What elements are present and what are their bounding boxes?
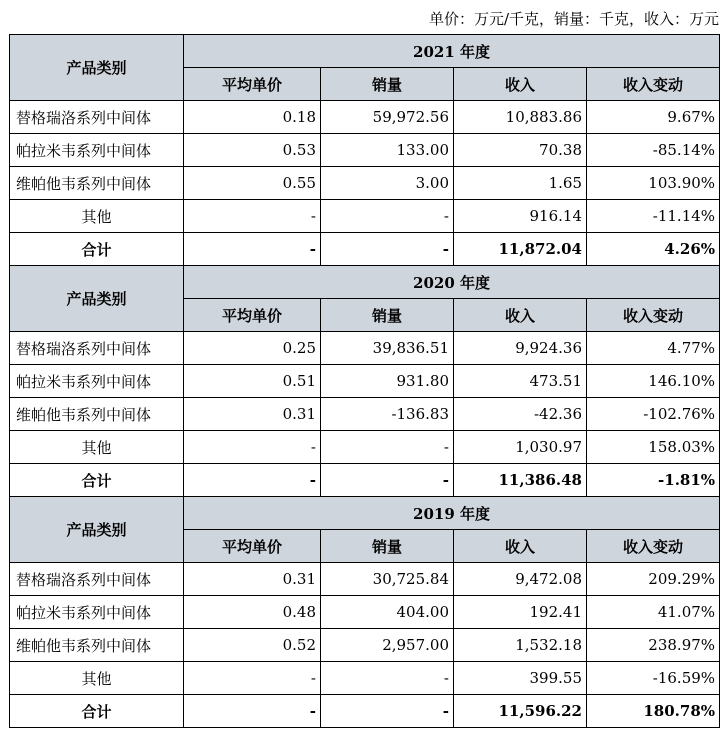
category-header: 产品类别 xyxy=(10,35,184,101)
total-price-cell: - xyxy=(184,695,321,728)
revenue-cell: 1,532.18 xyxy=(454,629,587,662)
section-year-header-row xyxy=(10,35,720,68)
revenue-cell: 9,924.36 xyxy=(454,332,587,365)
total-label-cell: 合计 xyxy=(10,464,184,497)
table-row xyxy=(10,200,720,233)
revenue-change-cell: 238.97% xyxy=(587,629,720,662)
total-change-cell: 4.26% xyxy=(587,233,720,266)
product-name-cell: 帕拉米韦系列中间体 xyxy=(10,365,184,398)
table-row xyxy=(10,629,720,662)
total-change-cell: -1.81% xyxy=(587,464,720,497)
category-header: 产品类别 xyxy=(10,266,184,332)
volume-cell: 404.00 xyxy=(321,596,454,629)
revenue-change-cell: -102.76% xyxy=(587,398,720,431)
unit-note: 单价：万元/千克，销量：千克，收入：万元 xyxy=(428,10,719,28)
product-revenue-table xyxy=(9,34,720,728)
volume-cell: 30,725.84 xyxy=(321,563,454,596)
revenue-cell: -42.36 xyxy=(454,398,587,431)
product-name-cell: 替格瑞洛系列中间体 xyxy=(10,563,184,596)
product-name-cell: 替格瑞洛系列中间体 xyxy=(10,332,184,365)
revenue-change-header: 收入变动 xyxy=(587,299,720,332)
table-row xyxy=(10,563,720,596)
volume-cell: 133.00 xyxy=(321,134,454,167)
product-name-cell: 帕拉米韦系列中间体 xyxy=(10,596,184,629)
year-label: 2021 年度 xyxy=(184,35,720,68)
total-volume-cell: - xyxy=(321,233,454,266)
avg-price-cell: - xyxy=(184,662,321,695)
total-label-cell: 合计 xyxy=(10,233,184,266)
avg-price-cell: 0.48 xyxy=(184,596,321,629)
avg-price-cell: 0.31 xyxy=(184,398,321,431)
avg-price-cell: 0.18 xyxy=(184,101,321,134)
total-volume-cell: - xyxy=(321,464,454,497)
product-name-cell: 维帕他韦系列中间体 xyxy=(10,167,184,200)
revenue-change-header: 收入变动 xyxy=(587,68,720,101)
revenue-change-cell: 209.29% xyxy=(587,563,720,596)
revenue-change-header: 收入变动 xyxy=(587,530,720,563)
total-row xyxy=(10,233,720,266)
volume-cell: 39,836.51 xyxy=(321,332,454,365)
volume-cell: 931.80 xyxy=(321,365,454,398)
product-name-cell: 其他 xyxy=(10,431,184,464)
table-row xyxy=(10,365,720,398)
total-label-cell: 合计 xyxy=(10,695,184,728)
revenue-change-cell: 146.10% xyxy=(587,365,720,398)
revenue-change-cell: 158.03% xyxy=(587,431,720,464)
avg-price-cell: 0.51 xyxy=(184,365,321,398)
revenue-cell: 1.65 xyxy=(454,167,587,200)
revenue-change-cell: 4.77% xyxy=(587,332,720,365)
total-revenue-cell: 11,386.48 xyxy=(454,464,587,497)
volume-cell: - xyxy=(321,200,454,233)
revenue-change-cell: -11.14% xyxy=(587,200,720,233)
volume-cell: - xyxy=(321,431,454,464)
table-row xyxy=(10,398,720,431)
total-revenue-cell: 11,872.04 xyxy=(454,233,587,266)
volume-cell: -136.83 xyxy=(321,398,454,431)
revenue-header: 收入 xyxy=(454,68,587,101)
year-label: 2020 年度 xyxy=(184,266,720,299)
table-body xyxy=(10,35,720,728)
table-row xyxy=(10,662,720,695)
revenue-cell: 473.51 xyxy=(454,365,587,398)
product-name-cell: 其他 xyxy=(10,662,184,695)
volume-cell: - xyxy=(321,662,454,695)
avg-price-cell: 0.53 xyxy=(184,134,321,167)
avg-price-cell: 0.55 xyxy=(184,167,321,200)
table-row xyxy=(10,332,720,365)
avg-price-cell: 0.31 xyxy=(184,563,321,596)
product-name-cell: 维帕他韦系列中间体 xyxy=(10,398,184,431)
revenue-cell: 192.41 xyxy=(454,596,587,629)
avg-price-cell: 0.52 xyxy=(184,629,321,662)
table-row xyxy=(10,596,720,629)
category-header: 产品类别 xyxy=(10,497,184,563)
total-price-cell: - xyxy=(184,233,321,266)
revenue-cell: 1,030.97 xyxy=(454,431,587,464)
volume-cell: 2,957.00 xyxy=(321,629,454,662)
table-row xyxy=(10,431,720,464)
revenue-change-cell: -85.14% xyxy=(587,134,720,167)
revenue-cell: 9,472.08 xyxy=(454,563,587,596)
revenue-change-cell: 103.90% xyxy=(587,167,720,200)
revenue-cell: 10,883.86 xyxy=(454,101,587,134)
avg-price-header: 平均单价 xyxy=(184,68,321,101)
revenue-header: 收入 xyxy=(454,530,587,563)
table-row xyxy=(10,134,720,167)
product-name-cell: 其他 xyxy=(10,200,184,233)
total-price-cell: - xyxy=(184,464,321,497)
avg-price-header: 平均单价 xyxy=(184,299,321,332)
year-label: 2019 年度 xyxy=(184,497,720,530)
section-year-header-row xyxy=(10,266,720,299)
volume-cell: 59,972.56 xyxy=(321,101,454,134)
total-revenue-cell: 11,596.22 xyxy=(454,695,587,728)
volume-header: 销量 xyxy=(321,68,454,101)
revenue-cell: 916.14 xyxy=(454,200,587,233)
revenue-change-cell: -16.59% xyxy=(587,662,720,695)
total-volume-cell: - xyxy=(321,695,454,728)
total-row xyxy=(10,464,720,497)
avg-price-cell: 0.25 xyxy=(184,332,321,365)
product-name-cell: 替格瑞洛系列中间体 xyxy=(10,101,184,134)
table-row xyxy=(10,101,720,134)
volume-header: 销量 xyxy=(321,299,454,332)
product-name-cell: 维帕他韦系列中间体 xyxy=(10,629,184,662)
product-name-cell: 帕拉米韦系列中间体 xyxy=(10,134,184,167)
revenue-change-cell: 41.07% xyxy=(587,596,720,629)
section-year-header-row xyxy=(10,497,720,530)
revenue-cell: 70.38 xyxy=(454,134,587,167)
avg-price-cell: - xyxy=(184,200,321,233)
total-change-cell: 180.78% xyxy=(587,695,720,728)
avg-price-header: 平均单价 xyxy=(184,530,321,563)
revenue-header: 收入 xyxy=(454,299,587,332)
table-row xyxy=(10,167,720,200)
revenue-change-cell: 9.67% xyxy=(587,101,720,134)
volume-header: 销量 xyxy=(321,530,454,563)
avg-price-cell: - xyxy=(184,431,321,464)
volume-cell: 3.00 xyxy=(321,167,454,200)
revenue-cell: 399.55 xyxy=(454,662,587,695)
total-row xyxy=(10,695,720,728)
